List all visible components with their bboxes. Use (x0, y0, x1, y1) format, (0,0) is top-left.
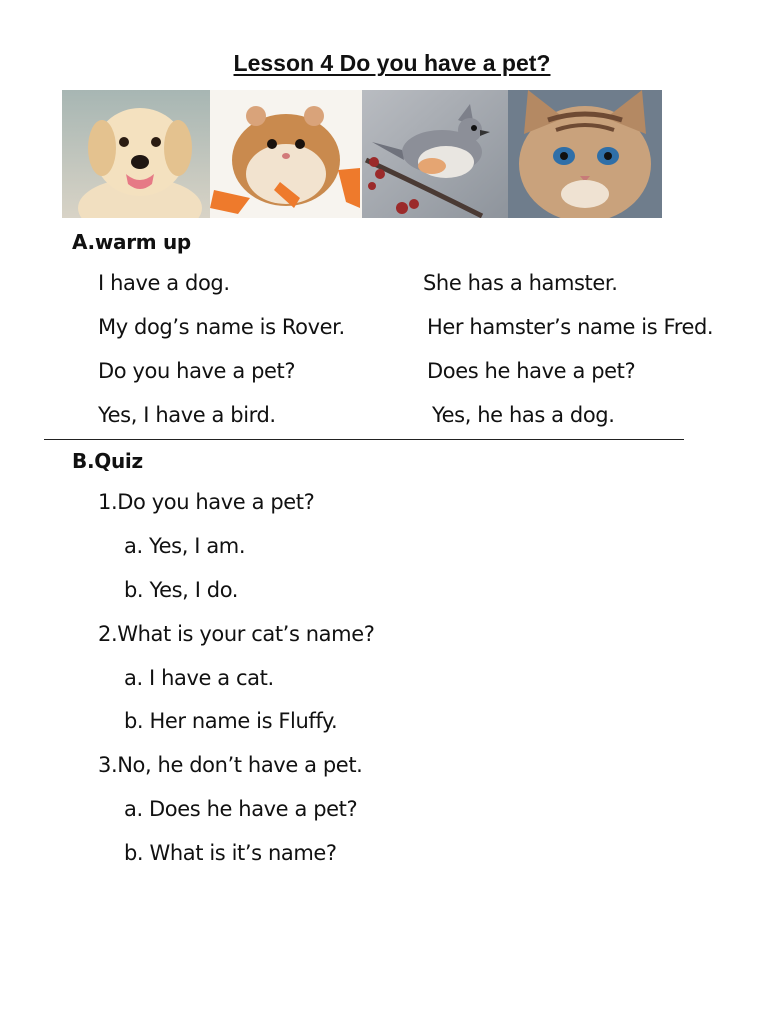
kitten-photo (508, 90, 662, 218)
quiz-option: b. Her name is Fluffy. (124, 709, 338, 733)
quiz-option: a. I have a cat. (124, 666, 274, 690)
warmup-right-line: She has a hamster. (423, 271, 618, 295)
warmup-left-line: Yes, I have a bird. (98, 403, 276, 427)
quiz-question: 3.No, he don’t have a pet. (98, 753, 363, 777)
quiz-heading: B.Quiz (72, 449, 143, 473)
pet-photo-strip (62, 90, 662, 218)
quiz-question: 1.Do you have a pet? (98, 490, 315, 514)
quiz-option: b. What is it’s name? (124, 841, 337, 865)
quiz-question: 2.What is your cat’s name? (98, 622, 375, 646)
hamster-photo (210, 90, 362, 218)
warmup-heading: A.warm up (72, 230, 191, 254)
warmup-right-line: Yes, he has a dog. (432, 403, 615, 427)
bird-photo (362, 90, 508, 218)
warmup-left-line: I have a dog. (98, 271, 230, 295)
warmup-left-line: Do you have a pet? (98, 359, 296, 383)
section-divider (44, 439, 684, 440)
quiz-option: a. Yes, I am. (124, 534, 246, 558)
quiz-option: b. Yes, I do. (124, 578, 239, 602)
quiz-option: a. Does he have a pet? (124, 797, 358, 821)
dog-photo (62, 90, 210, 218)
lesson-title: Lesson 4 Do you have a pet? (233, 50, 551, 76)
warmup-left-line: My dog’s name is Rover. (98, 315, 345, 339)
warmup-right-line: Her hamster’s name is Fred. (427, 315, 714, 339)
warmup-right-line: Does he have a pet? (427, 359, 636, 383)
